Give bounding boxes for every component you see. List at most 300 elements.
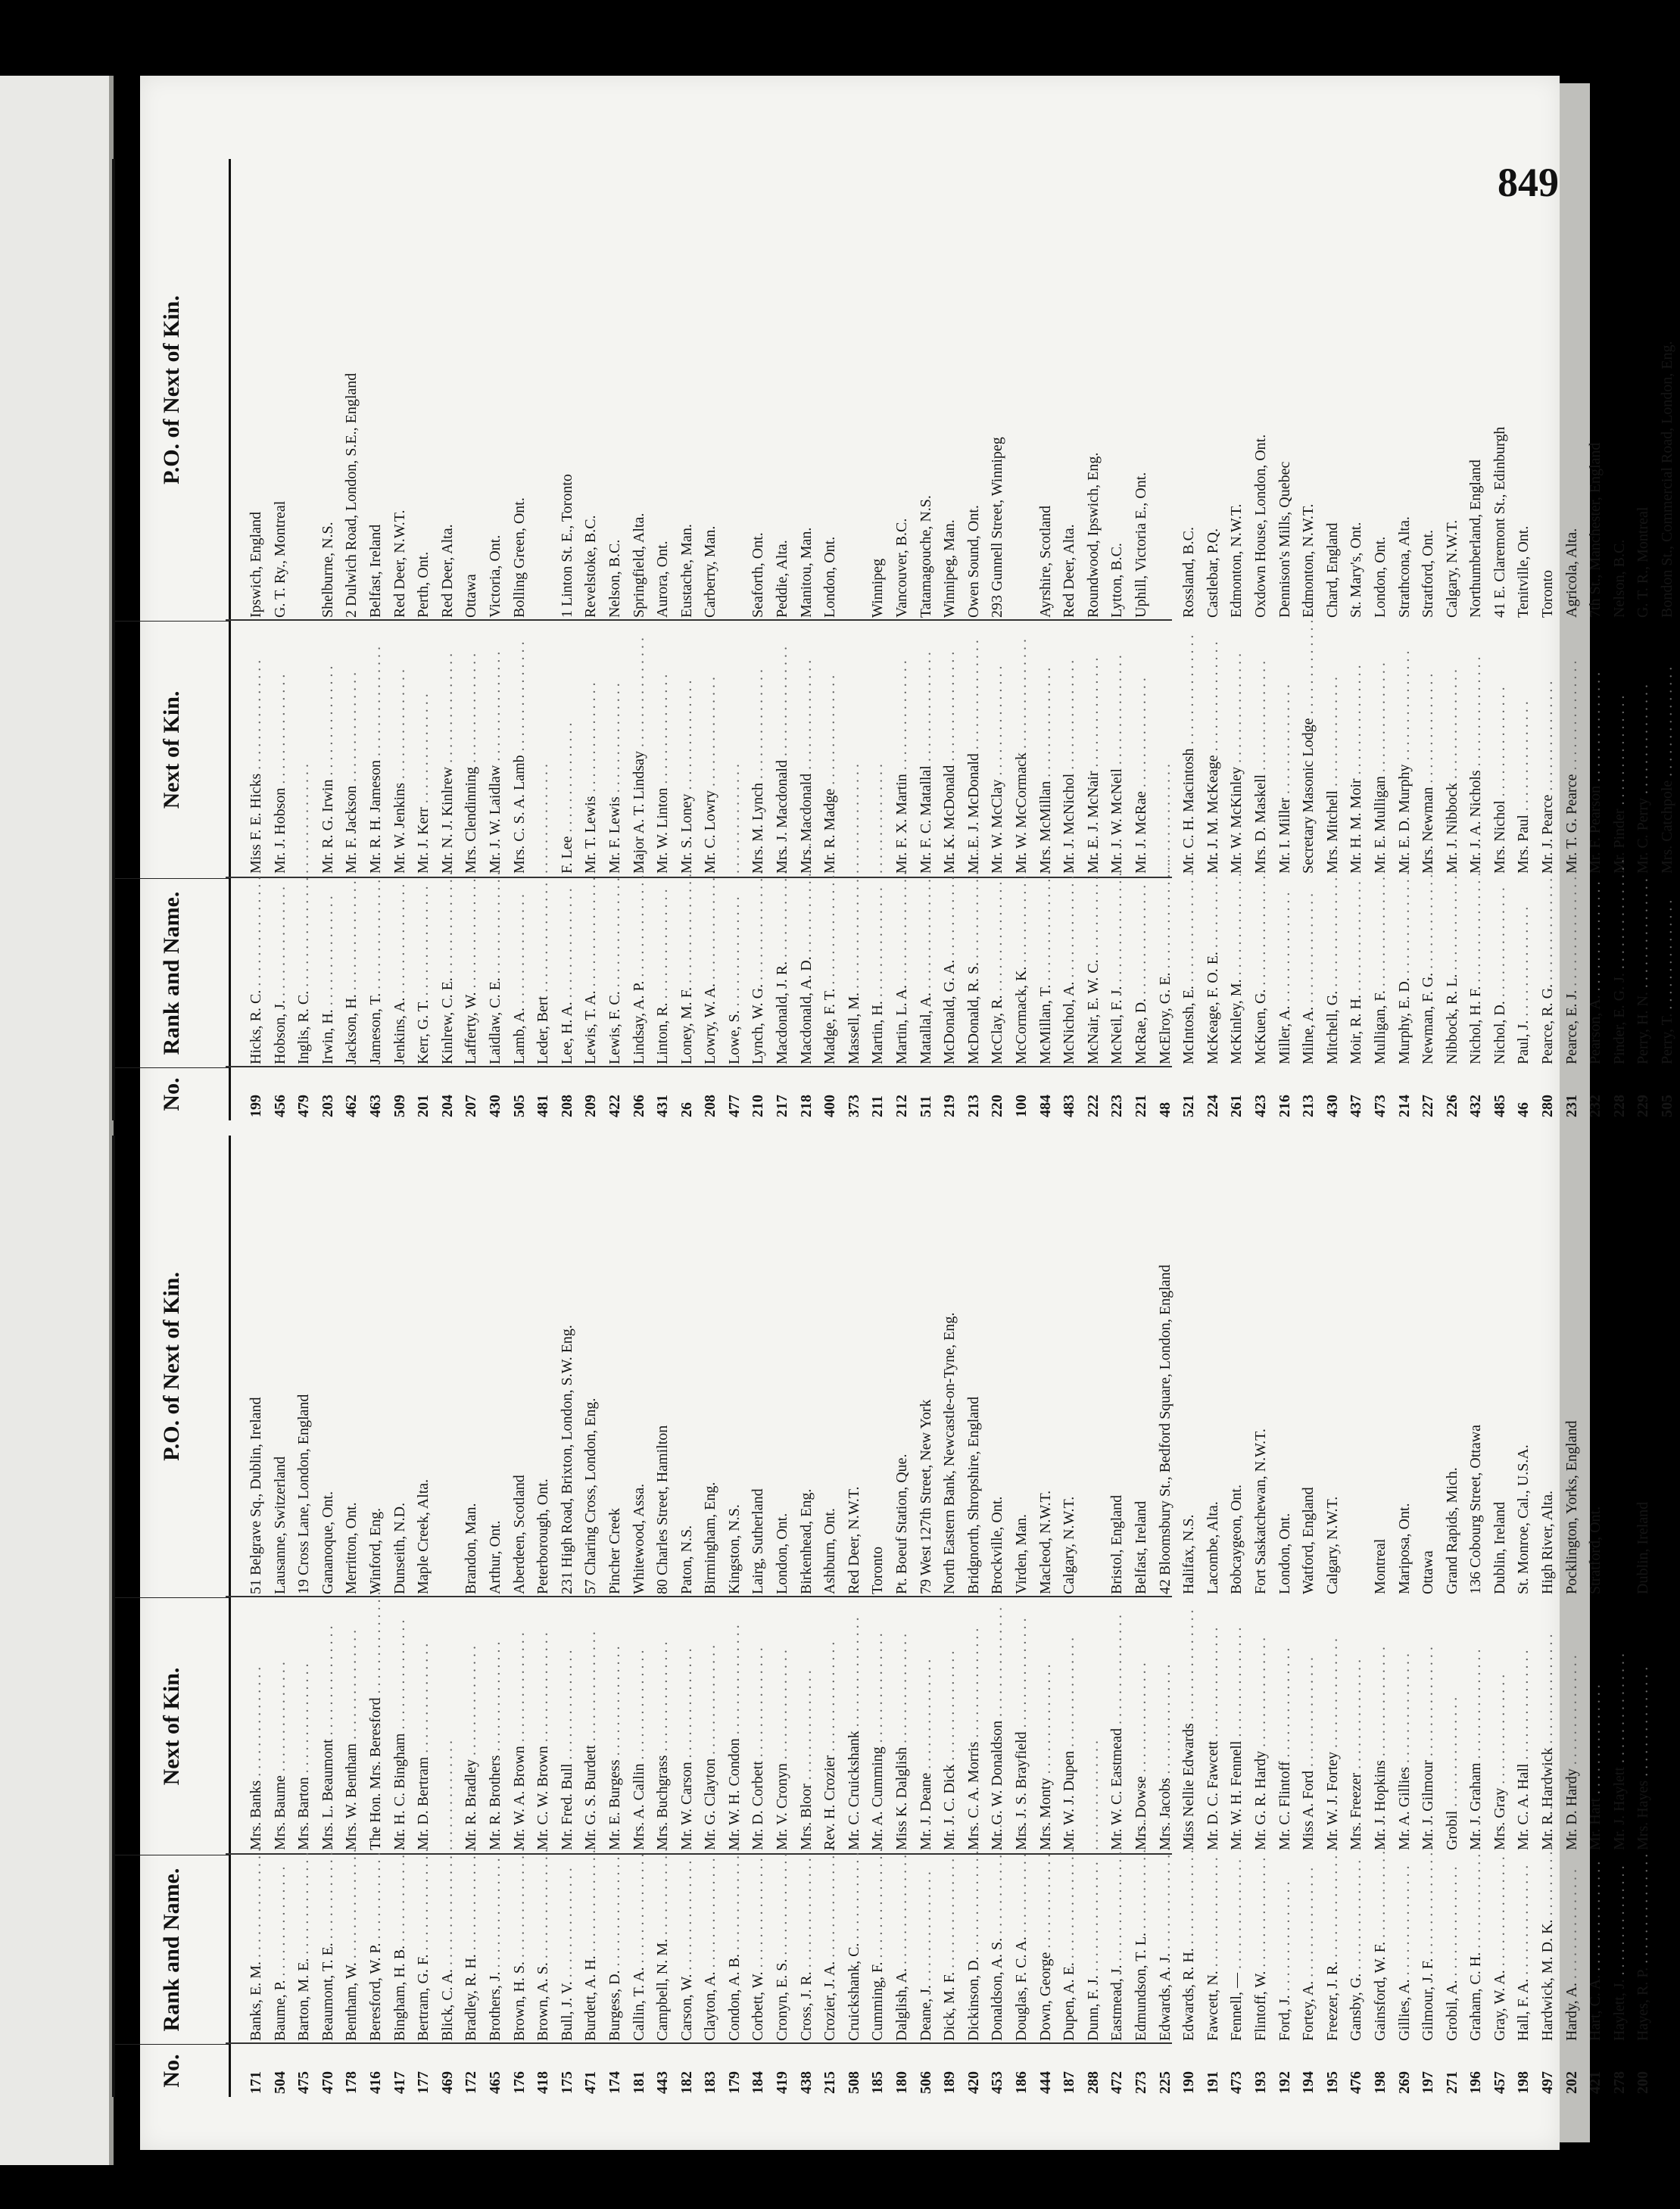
cell-po-address: Bridgnorth, Shropshire, England: [965, 1396, 982, 1594]
cell-no: 463: [366, 1095, 384, 1117]
cell-next-of-kin: Mr. W. Jenkins . . .: [388, 624, 413, 874]
cell-rank-and-name: McCormack, K. . . .: [1010, 880, 1034, 1064]
cell-no: 191: [1204, 2071, 1221, 2094]
cell-next-of-kin: Mr. W. Linton . . .: [651, 624, 675, 874]
cell-next-of-kin: Mr. C. A. Hall . . .: [1512, 1600, 1536, 1850]
cell-po-address: Strathcona, Alta.: [1395, 516, 1413, 618]
cell-po-address: Aurora, Ont.: [654, 541, 672, 618]
cell-rank-and-name: Jameson, T. . . .: [364, 880, 388, 1064]
cell-po-address: [1608, 1140, 1632, 1594]
cell-next-of-kin: Mrs. Mitchell . . .: [1321, 624, 1345, 874]
cell-no: 506: [917, 2071, 934, 2094]
cell-rank-and-name: Lee, H. A. . . .: [556, 880, 580, 1064]
cell-rank-and-name: Nichol, D. . . .: [1488, 880, 1513, 1064]
table-row: [245, 1136, 269, 2097]
cell-no: 509: [391, 1095, 408, 1117]
cell-po-address: London, Ont.: [1371, 536, 1389, 618]
table-row: [1393, 1136, 1417, 2097]
cell-po-address: Fort Saskatchewan, N.W.T.: [1251, 1429, 1269, 1594]
table-body-right: [245, 159, 1680, 1120]
cell-next-of-kin: Mr. G. W. Donaldson . . .: [986, 1600, 1010, 1850]
cell-next-of-kin: Mrs. J. S. Brayfield . . .: [1010, 1600, 1034, 1850]
cell-po-address: Tenitville, Ont.: [1515, 525, 1532, 618]
cell-no: 423: [1251, 1095, 1269, 1117]
cell-po-address: Brandon, Man.: [463, 1503, 480, 1594]
cell-no: 172: [463, 2071, 480, 2094]
cell-rank-and-name: Burgess, D. . . .: [603, 1856, 628, 2041]
cell-next-of-kin: Mr. J. Deane . . .: [915, 1600, 939, 1850]
cell-po-address: St. Monroe, Cal., U.S.A.: [1515, 1444, 1532, 1594]
cell-po-address: Lytton, B.C.: [1108, 543, 1126, 618]
table-row: [1441, 1136, 1465, 2097]
cell-rank-and-name: Perry, H. N. . . .: [1632, 880, 1656, 1064]
cell-po-address: Ipswich, England: [248, 512, 264, 618]
cell-po-address: Birmingham, Eng.: [702, 1481, 719, 1594]
table-row: [1154, 1136, 1178, 2097]
cell-no: 186: [1013, 2071, 1030, 2094]
cell-po-address: Aberdeen, Scotland: [510, 1475, 528, 1594]
cell-rank-and-name: Edmundson, T. L. . . .: [1130, 1856, 1154, 2041]
cell-next-of-kin: Mr. W. J. Fortey . . .: [1321, 1600, 1345, 1850]
table-row: [1130, 1136, 1154, 2097]
cell-next-of-kin: Mr. W. Carson . . .: [675, 1600, 700, 1850]
table-row: [628, 159, 652, 1120]
cell-no: 200: [1635, 2071, 1652, 2094]
cell-next-of-kin: Mr. C. Perry . . .: [1632, 624, 1656, 874]
table-row: [843, 159, 867, 1120]
table-row: [795, 1136, 819, 2097]
cell-po-address: Carberry, Man.: [702, 525, 719, 618]
cell-rank-and-name: Madge, F. T. . . .: [818, 880, 843, 1064]
cell-rank-and-name: Mitchell, G. . . .: [1321, 880, 1345, 1064]
table-row: [1417, 1136, 1441, 2097]
table-row: [1297, 159, 1321, 1120]
cell-rank-and-name: Gillies, A. . . .: [1393, 1856, 1417, 2041]
cell-next-of-kin: Mrs. Clendinning . . .: [460, 624, 484, 874]
cell-next-of-kin: Mrs. Dowse . . .: [1130, 1600, 1154, 1850]
table-row: [1560, 159, 1585, 1120]
table-row: [245, 159, 269, 1120]
cell-next-of-kin: Mr. W. McKinley . . .: [1225, 624, 1249, 874]
cell-po-address: Dunseith, N.D.: [391, 1502, 408, 1594]
cell-no: 185: [869, 2071, 887, 2094]
cell-po-address: Springfield, Alta.: [630, 513, 647, 618]
table-row: [1249, 159, 1273, 1120]
cell-next-of-kin: Mr. G. R. Hardy . . .: [1249, 1600, 1273, 1850]
cell-rank-and-name: Bradley, R. H. . . .: [460, 1856, 484, 2041]
cell-no: 189: [941, 2071, 958, 2094]
cell-next-of-kin: Grobil . . .: [1441, 1600, 1465, 1850]
cell-next-of-kin: Mr. E. J. McDonald . . .: [962, 624, 986, 874]
table-row: [436, 1136, 460, 2097]
table-row: [1034, 159, 1058, 1120]
table-row: [1177, 159, 1202, 1120]
cell-rank-and-name: Baume, P. . . .: [269, 1856, 293, 2041]
cell-po-address: Red Deer, N.W.T.: [845, 1486, 862, 1594]
cell-no: 457: [1491, 2071, 1508, 2094]
cell-rank-and-name: Clayton, A. . . .: [699, 1856, 723, 2041]
cell-next-of-kin: Mr. G. Clayton . . .: [699, 1600, 723, 1850]
table-row: [890, 159, 915, 1120]
cell-no: 228: [1610, 1095, 1628, 1117]
cell-next-of-kin: Mr. D. Corbett . . .: [746, 1600, 771, 1850]
cell-no: 192: [1276, 2071, 1293, 2094]
cell-next-of-kin: Mr. J. McRae . . .: [1130, 624, 1154, 874]
table-row: [340, 1136, 364, 2097]
cell-po-address: Calgary, N.W.T.: [1061, 1496, 1078, 1594]
cell-po-address: Winford, Eng.: [366, 1507, 384, 1594]
cell-next-of-kin: F. Lee . . .: [556, 624, 580, 874]
cell-po-address: Peterborough, Ont.: [535, 1478, 552, 1594]
table-row: [866, 159, 890, 1120]
cell-next-of-kin: Mr. R. Brothers . . .: [484, 1600, 508, 1850]
table-row: [484, 1136, 508, 2097]
header-po-of-next-of-kin: P.O. of Next of Kin.: [159, 295, 184, 484]
cell-next-of-kin: Mrs. D. Maskell . . .: [1249, 624, 1273, 874]
table-row: [316, 1136, 341, 2097]
cell-po-address: [1345, 1140, 1369, 1594]
cell-rank-and-name: Dick, M. F. . . .: [938, 1856, 962, 2041]
cell-rank-and-name: Lafferty, W. . . .: [460, 880, 484, 1064]
table-row: [723, 159, 747, 1120]
cell-next-of-kin: Mrs. Buchgrass . . .: [651, 1600, 675, 1850]
cell-next-of-kin: Mrs. Hayes . . .: [1632, 1600, 1656, 1850]
table-row: [1082, 159, 1106, 1120]
cell-rank-and-name: Macdonald, J. R. . . .: [771, 880, 795, 1064]
table-row: [556, 159, 580, 1120]
cell-next-of-kin: Mrs. Gray . . .: [1488, 1600, 1513, 1850]
cell-next-of-kin: Mr. S. Loney . . .: [675, 624, 700, 874]
header-rank-and-name: Rank and Name.: [115, 1855, 229, 2044]
cell-next-of-kin: Mrs. C. S. A. Lamb . . .: [508, 624, 532, 874]
cell-no: 511: [917, 1095, 934, 1117]
table-row: [316, 159, 341, 1120]
cell-po-address: [1010, 164, 1034, 618]
table-row: [292, 159, 316, 1120]
table-row: [675, 1136, 700, 2097]
cell-next-of-kin: Mr. Fred. Bull . . .: [556, 1600, 580, 1850]
cell-rank-and-name: Lewis, T. A. . . .: [579, 880, 603, 1064]
table-row: [1225, 159, 1249, 1120]
cell-po-address: Calgary, N.W.T.: [1443, 519, 1460, 618]
table-row: [484, 159, 508, 1120]
table-row: [1393, 159, 1417, 1120]
cell-po-address: Birkenhead, Eng.: [797, 1488, 815, 1594]
cell-po-address: Nelson, B.C.: [1610, 539, 1628, 618]
cell-rank-and-name: McDonald, G. A. . . .: [938, 880, 962, 1064]
cell-next-of-kin: [1082, 1600, 1106, 1850]
cell-next-of-kin: Mrs. Catchpole . . .: [1656, 624, 1680, 874]
cell-po-address: Dublin, Ireland: [1491, 1501, 1508, 1594]
table-row: [1010, 1136, 1034, 2097]
cell-no: 181: [630, 2071, 647, 2094]
cell-po-address: Halifax, N.S.: [1180, 1514, 1198, 1594]
cell-po-address: Uphill, Victoria E., Ont.: [1132, 472, 1149, 618]
cell-rank-and-name: Down, George . . .: [1034, 1856, 1058, 2041]
cell-no: 269: [1395, 2071, 1413, 2094]
table-body-left: [245, 1136, 1656, 2097]
cell-no: 225: [1156, 2071, 1174, 2094]
table-row: [986, 159, 1010, 1120]
cell-no: 208: [558, 1095, 575, 1117]
cell-no: 416: [366, 2071, 384, 2094]
cell-no: 46: [1515, 1102, 1532, 1117]
table-row: [746, 1136, 771, 2097]
cell-rank-and-name: Beaumont, T. E. . . .: [316, 1856, 341, 2041]
cell-rank-and-name: Brown, H. S. . . .: [508, 1856, 532, 2041]
table-row: [1105, 159, 1130, 1120]
cell-rank-and-name: Bingham, H. B. . . .: [388, 1856, 413, 2041]
cell-po-address: Ayrshire, Scotland: [1036, 505, 1054, 618]
cell-no: 190: [1180, 2071, 1198, 2094]
cell-po-address: Shelburne, N.S.: [319, 522, 336, 618]
cell-po-address: Edmonton, N.W.T.: [1228, 503, 1245, 618]
cell-po-address: Bondon St., Commercial Road, London, Eng.: [1659, 341, 1676, 618]
cell-no: 201: [415, 1095, 432, 1117]
cell-next-of-kin: Mr. D. Bertram . . .: [412, 1600, 436, 1850]
cell-rank-and-name: McKeage, F. O. E. . . .: [1202, 880, 1226, 1064]
cell-next-of-kin: Mrs. A. Callin . . .: [628, 1600, 652, 1850]
cell-po-address: [1154, 164, 1178, 618]
table-row: [269, 1136, 293, 2097]
table-row: [1177, 1136, 1202, 2097]
header-no: No.: [115, 2044, 229, 2097]
cell-next-of-kin: Mr. F. C. Matallal . . .: [915, 624, 939, 874]
page-number: 849: [1498, 160, 1559, 205]
table-row: [388, 159, 413, 1120]
cell-po-address: Gananoque, Ont.: [319, 1491, 336, 1594]
cell-po-address: [436, 1140, 460, 1594]
cell-no: 229: [1635, 1095, 1652, 1117]
cell-next-of-kin: Mr. R. Hardwick . . .: [1536, 1600, 1560, 1850]
cell-no: 196: [1467, 2071, 1485, 2094]
cell-rank-and-name: Brothers, J. . . .: [484, 1856, 508, 2041]
cell-next-of-kin: The Hon. Mrs. Beresford . . .: [364, 1600, 388, 1850]
cell-po-address: [1082, 1140, 1106, 1594]
table-row: [556, 1136, 580, 2097]
cell-rank-and-name: Gainsford, W. F. . . .: [1369, 1856, 1393, 2041]
cell-no: 210: [750, 1095, 767, 1117]
cell-next-of-kin: Mr. J. W. McNeil . . .: [1105, 624, 1130, 874]
table-row: [675, 159, 700, 1120]
cell-no: 227: [1420, 1095, 1437, 1117]
table-row: [603, 1136, 628, 2097]
cell-next-of-kin: Secretary Masonic Lodge . . .: [1297, 624, 1321, 874]
table-row: [1321, 1136, 1345, 2097]
cell-po-address: Oxdown House, London, Ont.: [1251, 434, 1269, 618]
cell-next-of-kin: [1154, 624, 1178, 874]
cell-next-of-kin: Mr. J. Hobson . . .: [269, 624, 293, 874]
cell-no: 203: [319, 1095, 336, 1117]
cell-po-address: 7th St., Manchester, England: [1587, 442, 1604, 618]
table-row: [1225, 1136, 1249, 2097]
table-row: [1369, 159, 1393, 1120]
cell-no: 171: [248, 2071, 264, 2094]
cell-next-of-kin: Mr. W. J. Dupen . . .: [1058, 1600, 1082, 1850]
cell-rank-and-name: Edwards, R. H. . . .: [1177, 1856, 1202, 2041]
cell-next-of-kin: Mr. C. Flintoff . . .: [1273, 1600, 1298, 1850]
header-next-of-kin: Next of Kin.: [115, 621, 229, 878]
table-row: [1488, 159, 1513, 1120]
table-row: [508, 159, 532, 1120]
cell-rank-and-name: Condon, A. B. . . .: [723, 1856, 747, 2041]
table-row: [1034, 1136, 1058, 2097]
cell-next-of-kin: [436, 1600, 460, 1850]
cell-po-address: Lairg, Sutherland: [750, 1488, 767, 1594]
table-row: [651, 159, 675, 1120]
cell-po-address: Eustache, Man.: [678, 524, 695, 618]
cell-no: 208: [702, 1095, 719, 1117]
cell-po-address: 41 E. Claremont St., Edinburgh: [1491, 426, 1508, 618]
cell-rank-and-name: Callin, T. A. . . .: [628, 1856, 652, 2041]
table-row: [866, 1136, 890, 2097]
cell-no: 175: [558, 2071, 575, 2094]
cell-no: 373: [845, 1095, 862, 1117]
cell-rank-and-name: Newman, F. G. . . .: [1417, 880, 1441, 1064]
cell-next-of-kin: Mr. Pinder . . .: [1608, 624, 1632, 874]
table-header: [112, 1136, 231, 2097]
table-row: [603, 159, 628, 1120]
cell-rank-and-name: Corbett, W. . . .: [746, 1856, 771, 2041]
header-po-of-next-of-kin: P.O. of Next of Kin.: [159, 1272, 184, 1461]
table-row: [531, 1136, 556, 2097]
cell-no: 261: [1228, 1095, 1245, 1117]
table-row: [628, 1136, 652, 2097]
cell-next-of-kin: Mr. J. A. Nichols . . .: [1464, 624, 1488, 874]
cell-next-of-kin: Mr. W. C. Eastmead . . .: [1105, 1600, 1130, 1850]
cell-no: 484: [1036, 1095, 1054, 1117]
cell-next-of-kin: Mrs. Barton . . .: [292, 1600, 316, 1850]
table-row: [1632, 1136, 1656, 2097]
table-row: [1632, 159, 1656, 1120]
header-rank-and-name: Rank and Name.: [115, 878, 229, 1067]
cell-next-of-kin: Mr. J. Gilmour . . .: [1417, 1600, 1441, 1850]
cell-no: 220: [989, 1095, 1006, 1117]
cell-next-of-kin: Mr. R. H. Jameson . . .: [364, 624, 388, 874]
cell-no: 179: [725, 2071, 743, 2094]
cell-rank-and-name: Perry, T. . . .: [1656, 880, 1680, 1064]
cell-po-address: Roundwood, Ipswich, Eng.: [1084, 452, 1102, 618]
cell-no: 202: [1563, 2071, 1580, 2094]
table-row: [1058, 1136, 1082, 2097]
cell-no: 222: [1084, 1095, 1102, 1117]
cell-po-address: Pincher Creek: [606, 1508, 623, 1594]
cell-po-address: Grand Rapids, Mich.: [1443, 1467, 1460, 1594]
cell-rank-and-name: Cross, J. R. . . .: [795, 1856, 819, 2041]
cell-po-address: Lacombe, Alta.: [1204, 1501, 1221, 1594]
cell-po-address: Vancouver, B.C.: [893, 518, 911, 618]
cell-next-of-kin: Mr. J. C. Dick . . .: [938, 1600, 962, 1850]
cell-no: 472: [1108, 2071, 1126, 2094]
cell-no: 477: [725, 1095, 743, 1117]
cell-po-address: Calgary, N.W.T.: [1323, 1496, 1341, 1594]
cell-rank-and-name: Nibbock, R. L. . . .: [1441, 880, 1465, 1064]
table-row: [1202, 1136, 1226, 2097]
cell-po-address: Kingston, N.S.: [725, 1504, 743, 1594]
cell-rank-and-name: Lynch, W. G. . . .: [746, 880, 771, 1064]
cell-rank-and-name: Macdonald, A. D. . . .: [795, 880, 819, 1064]
cell-rank-and-name: Hicks, R. C. . . .: [245, 880, 269, 1064]
cell-no: 232: [1587, 1095, 1604, 1117]
table-row: [843, 1136, 867, 2097]
cell-no: 483: [1061, 1095, 1078, 1117]
cell-po-address: Perth, Ont.: [415, 551, 432, 618]
cell-no: 193: [1251, 2071, 1269, 2094]
cell-po-address: Merritton, Ont.: [343, 1502, 360, 1594]
cell-no: 184: [750, 2071, 767, 2094]
table-row: [723, 1136, 747, 2097]
table-row: [508, 1136, 532, 2097]
cell-next-of-kin: Mr. W. H. Fennell . . .: [1225, 1600, 1249, 1850]
table-row: [1536, 159, 1560, 1120]
cell-po-address: Tatamagouche, N.S.: [917, 495, 934, 618]
cell-no: 418: [535, 2071, 552, 2094]
cell-rank-and-name: Burdett, A. H. . . .: [579, 1856, 603, 2041]
cell-rank-and-name: Bentham, W. . . .: [340, 1856, 364, 2041]
cell-no: 231: [1563, 1095, 1580, 1117]
cell-po-address: Mariposa, Ont.: [1395, 1503, 1413, 1594]
table-row: [818, 1136, 843, 2097]
cell-po-address: Winnipeg, Man.: [941, 519, 958, 618]
cell-next-of-kin: Mrs. M. Lynch . . .: [746, 624, 771, 874]
cell-rank-and-name: Hart, C. A. . . .: [1584, 1856, 1608, 2041]
cell-rank-and-name: Blick, C. A. . . .: [436, 1856, 460, 2041]
cell-next-of-kin: Mr. J. W. Laidlaw . . .: [484, 624, 508, 874]
cell-po-address: Arthur, Ont.: [486, 1520, 503, 1594]
table-row: [579, 159, 603, 1120]
cell-no: 504: [271, 2071, 288, 2094]
cell-rank-and-name: Dupen, A. E. . . .: [1058, 1856, 1082, 2041]
cell-next-of-kin: Rev. H. Crozier . . .: [818, 1600, 843, 1850]
cell-po-address: Dublin, Ireland: [1635, 1501, 1652, 1594]
cell-rank-and-name: Martin, H. . . .: [866, 880, 890, 1064]
cell-next-of-kin: Mr. J. Haylett . . .: [1608, 1600, 1632, 1850]
table-row: [1249, 1136, 1273, 2097]
cell-po-address: Red Deer, Alta.: [438, 524, 456, 618]
cell-next-of-kin: Mr. J. Hopkins . . .: [1369, 1600, 1393, 1850]
cell-next-of-kin: Mr. T. G. Pearce . . .: [1560, 624, 1585, 874]
cell-rank-and-name: Lindsay, A. P. . . .: [628, 880, 652, 1064]
cell-no: 421: [1587, 2071, 1604, 2094]
cell-no: 453: [989, 2071, 1006, 2094]
table-row: [1608, 1136, 1632, 2097]
cell-rank-and-name: Fawcett, N. . . .: [1202, 1856, 1226, 2041]
table-left-half: [112, 1136, 1652, 2097]
table-row: [340, 159, 364, 1120]
cell-next-of-kin: Mrs. Macdonald . . .: [795, 624, 819, 874]
cell-no: 216: [1276, 1095, 1293, 1117]
cell-next-of-kin: Mr. F. Lewis . . .: [603, 624, 628, 874]
table-row: [818, 159, 843, 1120]
cell-no: 437: [1348, 1095, 1365, 1117]
cell-rank-and-name: Massell, M. . . .: [843, 880, 867, 1064]
cell-po-address: [531, 164, 556, 618]
cell-no: 176: [510, 2071, 528, 2094]
cell-next-of-kin: Mrs. Newman . . .: [1417, 624, 1441, 874]
cell-no: 278: [1610, 2071, 1628, 2094]
cell-no: 182: [678, 2071, 695, 2094]
table-row: [1130, 159, 1154, 1120]
cell-next-of-kin: Mr. W. McClay . . .: [986, 624, 1010, 874]
cell-no: 211: [869, 1095, 887, 1117]
cell-po-address: 19 Cross Lane, London, England: [295, 1394, 313, 1594]
cell-po-address: Watford, England: [1300, 1487, 1317, 1594]
cell-next-of-kin: Mr. J. M. McKeage . . .: [1202, 624, 1226, 874]
cell-rank-and-name: Cronyn, E. S. . . .: [771, 1856, 795, 2041]
cell-no: 508: [845, 2071, 862, 2094]
cell-po-address: Ottawa: [1420, 1550, 1437, 1594]
cell-po-address: 1 Linton St. E., Toronto: [558, 474, 575, 618]
